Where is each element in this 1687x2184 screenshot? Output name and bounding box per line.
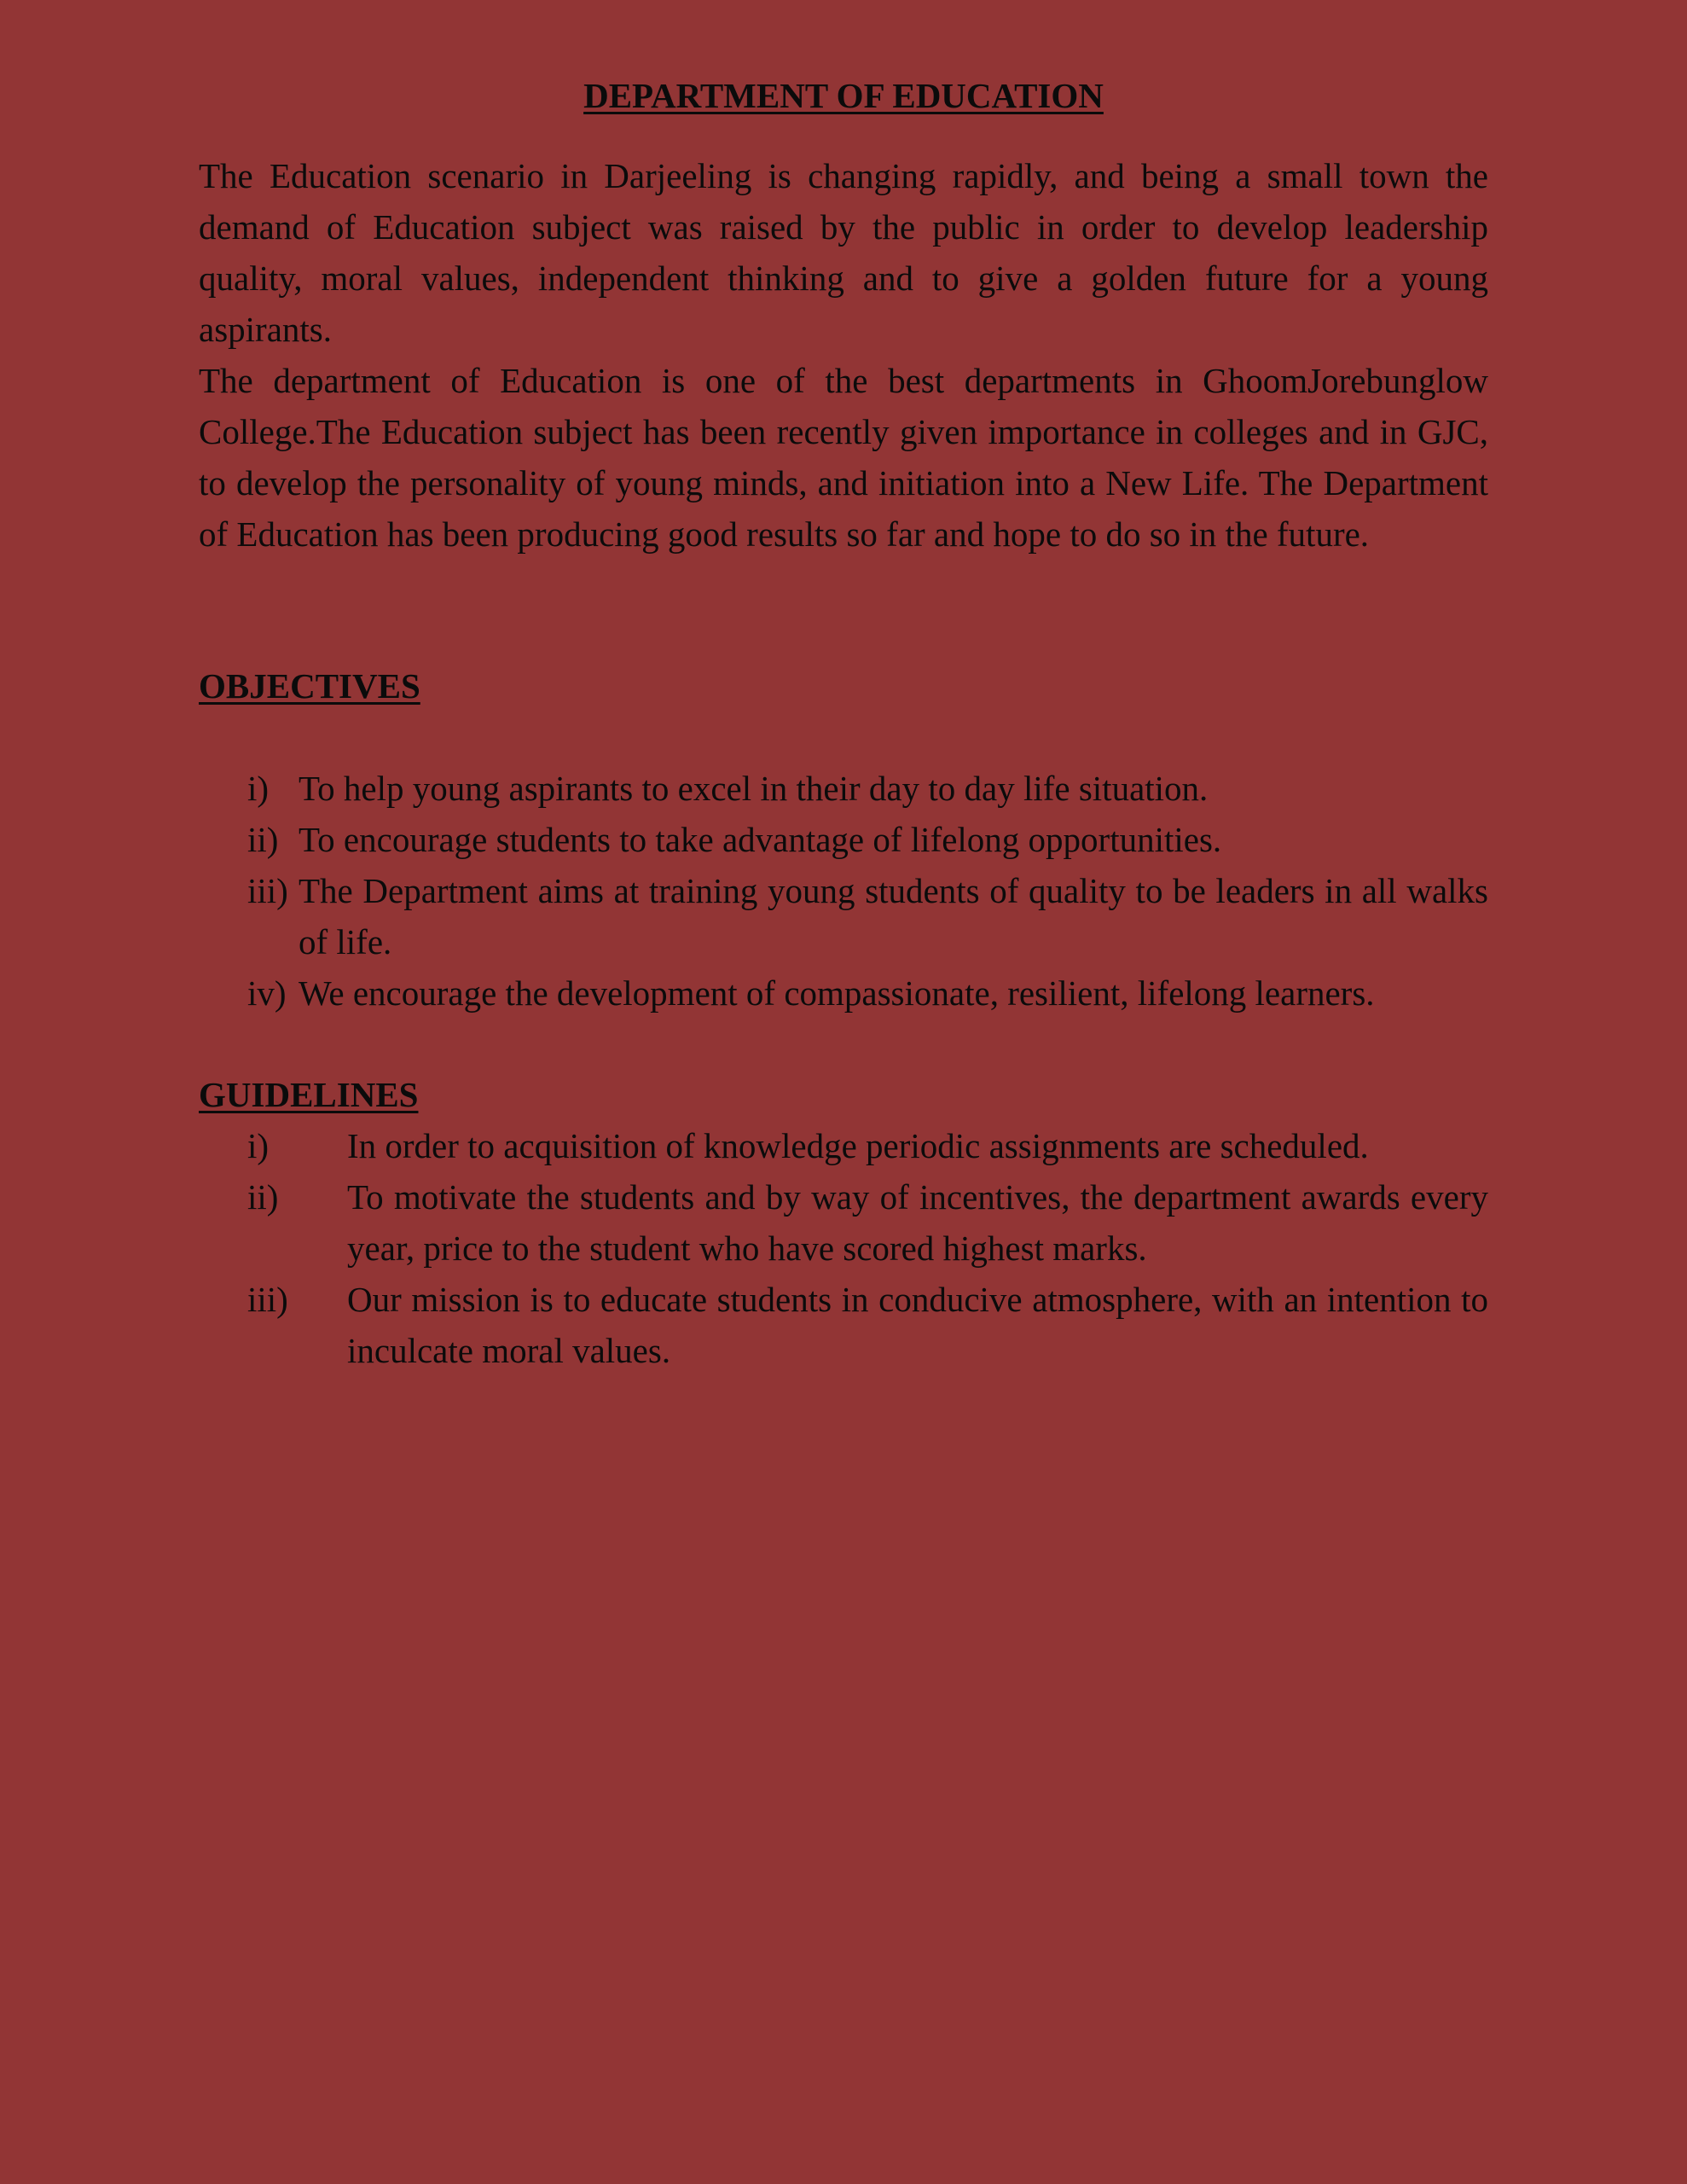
list-item [247,967,1488,1019]
list-marker: i) [247,769,270,808]
page-title [199,72,1488,119]
list-item [247,1120,1488,1171]
list-item [247,865,1488,967]
list-marker: iv) [247,973,287,1013]
list-item [247,1171,1488,1274]
guidelines-list [247,1120,1488,1376]
list-marker: iii) [247,871,288,910]
objectives-heading-text: OBJECTIVES [199,666,420,706]
list-item-text: To encourage students to take advantage of lifelong opportunities. [299,820,1222,859]
list-item-text: Our mission is to educate students in conducive atmosphere, with an intention to inculcate moral values. [347,1280,1488,1370]
department-paragraph: The department of Education is one of the best departments in GhoomJorebunglow College.The Education subject has been recently given importance in colleges and in GJC, to develop the personality of young minds, and initiation into a New Life. The Department of Education has been producing good results so far and hope to do so in the future. [199,361,1488,554]
intro-paragraph: The Education scenario in Darjeeling is changing rapidly, and being a small town the demand of Education subject was raised by the public in order to develop leadership quality, moral values, independent thinking and to give a golden future for a young aspirants. [199,156,1488,349]
list-item-text: To motivate the students and by way of incentives, the department awards every year, price to the student who have scored highest marks. [347,1177,1488,1268]
page-title-text: DEPARTMENT OF EDUCATION [583,76,1104,115]
list-item [247,1274,1488,1376]
list-item-text: In order to acquisition of knowledge periodic assignments are scheduled. [347,1126,1369,1165]
list-item [247,763,1488,814]
objectives-list [247,763,1488,1019]
guidelines-heading [199,1071,418,1118]
list-item-text: To help young aspirants to excel in their day to day life situation. [299,769,1209,808]
list-item [247,814,1488,865]
objectives-heading [199,662,420,710]
list-marker: iii) [247,1280,288,1319]
list-item-text: We encourage the development of compassionate, resilient, lifelong learners. [299,973,1375,1013]
list-marker: ii) [247,820,279,859]
intro-section [199,150,1488,560]
list-marker: i) [247,1126,270,1165]
guidelines-heading-text: GUIDELINES [199,1075,419,1114]
list-item-text: The Department aims at training young students of quality to be leaders in all walks of life. [299,871,1488,961]
list-marker: ii) [247,1177,279,1217]
